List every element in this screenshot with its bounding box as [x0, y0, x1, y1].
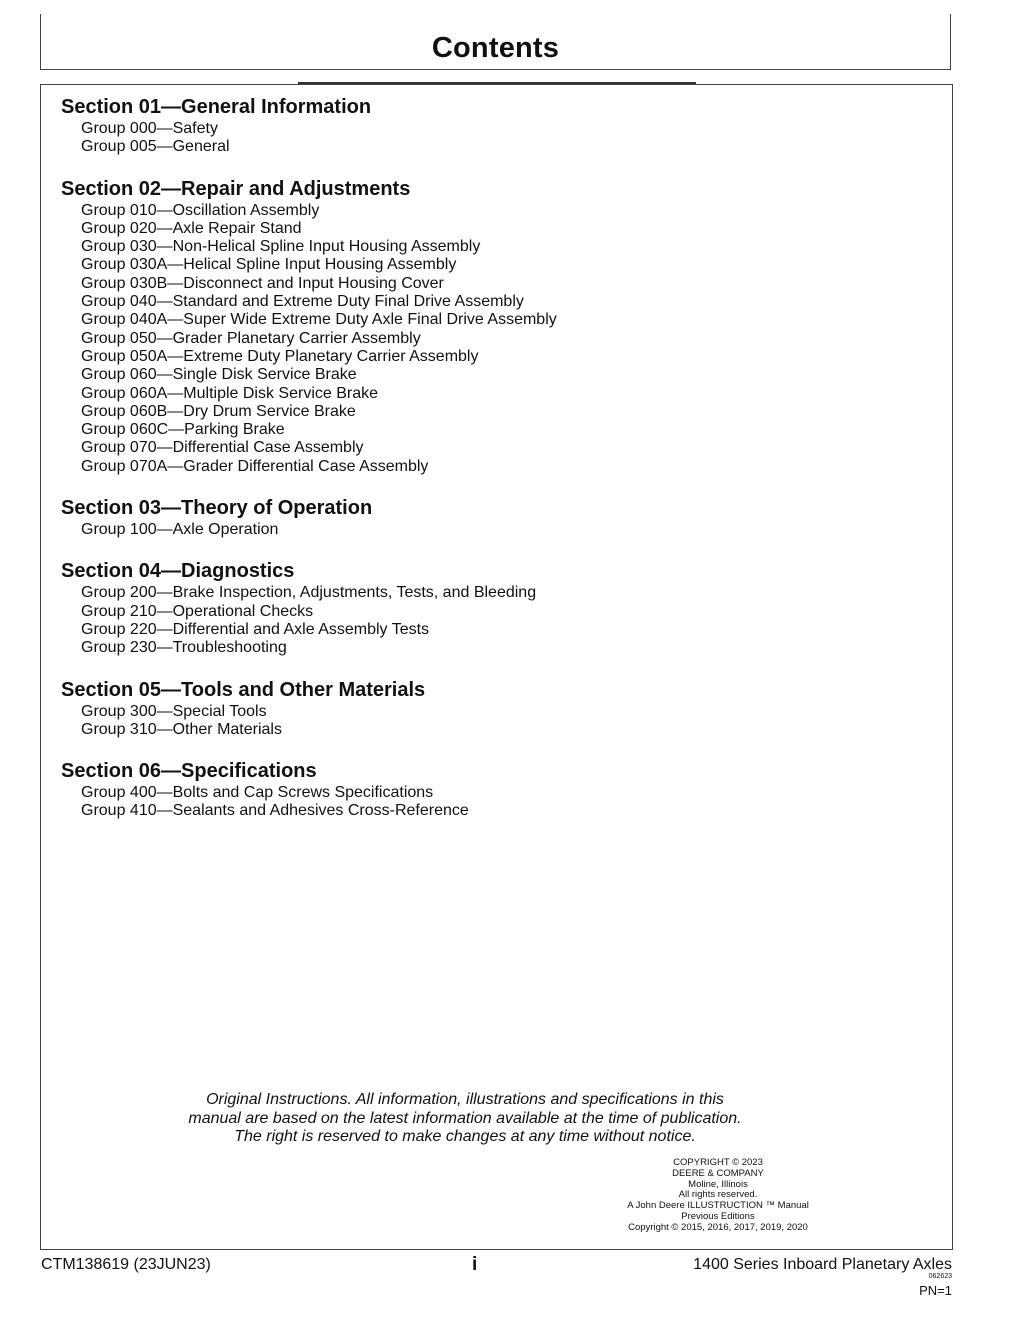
toc-group-entry[interactable]: Group 300—Special Tools: [81, 702, 267, 720]
copyright-line: Moline, Illinois: [688, 1178, 748, 1190]
notice-line: Original Instructions. All information, illustrations and specifications in this: [206, 1091, 724, 1108]
toc-group-entry[interactable]: Group 000—Safety: [81, 120, 218, 137]
toc-group-entry[interactable]: Group 410—Sealants and Adhesives Cross-Reference: [81, 802, 469, 820]
section-title[interactable]: Section 03—Theory of Operation: [61, 497, 373, 520]
toc-group-entry[interactable]: Group 060A—Multiple Disk Service Brake: [81, 384, 379, 402]
page-number: i: [472, 1254, 478, 1275]
toc-group-entry[interactable]: Group 400—Bolts and Cap Screws Specifications: [81, 784, 434, 802]
original-instructions-notice: [150, 1091, 780, 1147]
section-title[interactable]: Section 02—Repair and Adjustments: [61, 177, 411, 200]
toc-group-entry[interactable]: Group 070A—Grader Differential Case Assembly: [81, 457, 429, 475]
section-title[interactable]: Section 01—General Information: [61, 96, 372, 118]
copyright-line: COPYRIGHT © 2023: [673, 1157, 763, 1168]
toc-group-entry[interactable]: Group 010—Oscillation Assembly: [81, 201, 320, 219]
toc-section: [61, 559, 581, 657]
section-title[interactable]: Section 06—Specifications: [61, 760, 317, 783]
table-of-contents: [61, 95, 581, 841]
toc-group-entry[interactable]: Group 030—Non-Helical Spline Input Housing Assembly: [81, 238, 481, 256]
copyright-block: [610, 1158, 826, 1234]
toc-group-entry[interactable]: Group 060—Single Disk Service Brake: [81, 366, 357, 384]
toc-group-entry[interactable]: Group 030B—Disconnect and Input Housing Cover: [81, 274, 444, 292]
document-id: CTM138619 (23JUN23): [41, 1256, 211, 1273]
toc-group-entry[interactable]: Group 060C—Parking Brake: [81, 421, 285, 439]
notice-line: The right is reserved to make changes at any time without notice.: [234, 1128, 696, 1145]
section-title[interactable]: Section 04—Diagnostics: [61, 560, 295, 583]
toc-group-entry[interactable]: Group 310—Other Materials: [81, 720, 282, 738]
toc-group-entry[interactable]: Group 070—Differential Case Assembly: [81, 439, 364, 457]
copyright-line: DEERE & COMPANY: [672, 1167, 764, 1179]
toc-group-entry[interactable]: Group 100—Axle Operation: [81, 521, 279, 539]
toc-group-entry[interactable]: Group 230—Troubleshooting: [81, 639, 287, 657]
notice-line: manual are based on the latest information available at the time of publication.: [188, 1109, 742, 1127]
toc-group-entry[interactable]: Group 200—Brake Inspection, Adjustments, Tests, and Bleeding: [81, 584, 537, 602]
copyright-line: Previous Editions: [681, 1210, 755, 1222]
toc-section: [61, 177, 581, 476]
toc-section: [61, 496, 581, 539]
footer-code: 062623: [928, 1273, 952, 1280]
page-pn: PN=1: [919, 1283, 952, 1298]
copyright-line: A John Deere ILLUSTRUCTION ™ Manual: [627, 1200, 809, 1212]
copyright-line: Copyright © 2015, 2016, 2017, 2019, 2020: [628, 1221, 808, 1233]
copyright-line: All rights reserved.: [678, 1189, 758, 1201]
toc-group-entry[interactable]: Group 050—Grader Planetary Carrier Assembly: [81, 329, 421, 347]
toc-group-entry[interactable]: Group 060B—Dry Drum Service Brake: [81, 402, 356, 420]
toc-group-entry[interactable]: Group 220—Differential and Axle Assembly Tests: [81, 620, 430, 638]
section-title[interactable]: Section 05—Tools and Other Materials: [61, 678, 426, 701]
toc-section: [61, 678, 581, 740]
toc-group-entry[interactable]: Group 020—Axle Repair Stand: [81, 219, 302, 237]
toc-group-entry[interactable]: Group 030A—Helical Spline Input Housing Assembly: [81, 256, 457, 274]
toc-group-entry[interactable]: Group 040A—Super Wide Extreme Duty Axle Final Drive Assembly: [81, 311, 557, 329]
toc-section: [61, 95, 581, 157]
toc-group-entry[interactable]: Group 040—Standard and Extreme Duty Final Drive Assembly: [81, 293, 524, 311]
toc-group-entry[interactable]: Group 210—Operational Checks: [81, 602, 314, 620]
toc-group-entry[interactable]: Group 005—General: [81, 138, 230, 156]
page-title: Contents: [431, 32, 560, 64]
toc-section: [61, 759, 581, 821]
manual-title: 1400 Series Inboard Planetary Axles: [693, 1256, 952, 1273]
toc-group-entry[interactable]: Group 050A—Extreme Duty Planetary Carrier Assembly: [81, 347, 479, 365]
